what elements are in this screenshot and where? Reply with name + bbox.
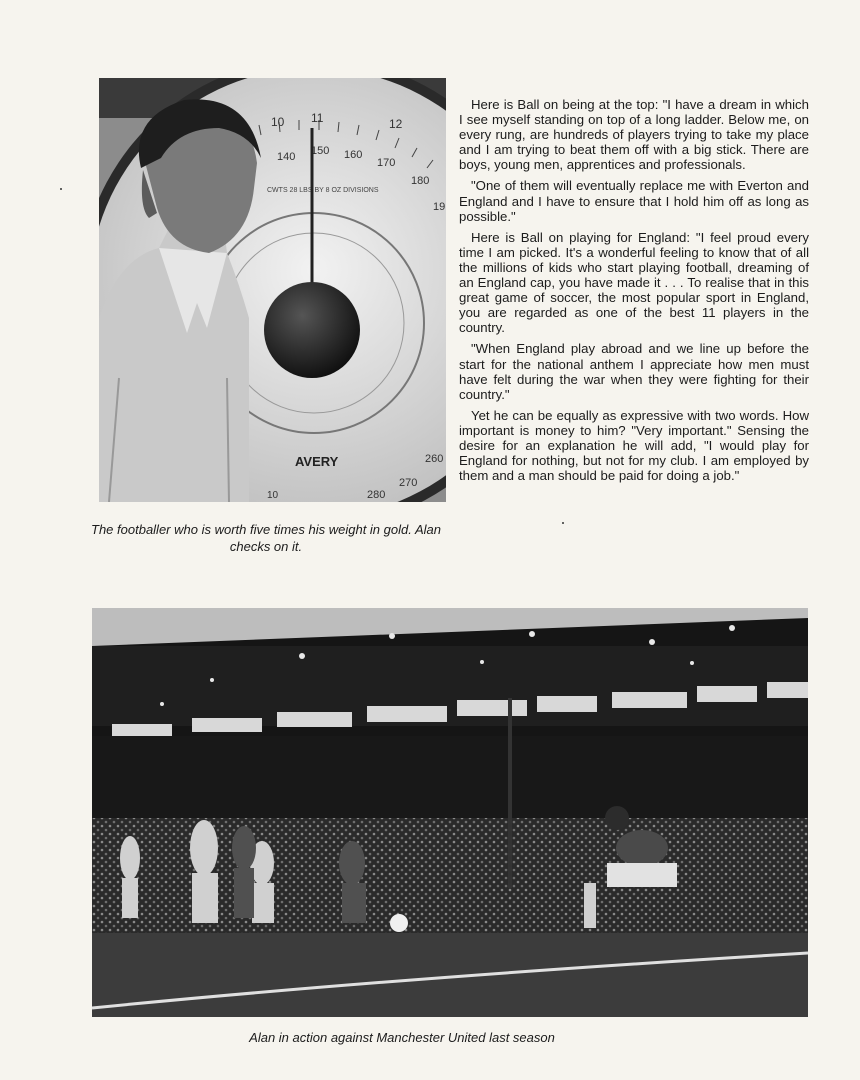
article-body <box>459 97 809 489</box>
print-speck <box>60 188 62 190</box>
dial-number: 260 <box>425 453 444 465</box>
dial-number: 150 <box>311 145 330 157</box>
scale-pendulum-bob <box>264 282 360 378</box>
dial-number: 12 <box>389 117 403 131</box>
top-photo-caption: The footballer who is worth five times his weight in gold. Alan checks on it. <box>91 522 441 554</box>
dial-number: 270 <box>399 477 418 489</box>
scale-note: CWTS 28 LBS BY 8 OZ DIVISIONS <box>267 187 379 194</box>
dial-number: 140 <box>277 151 296 163</box>
dial-number: 11 <box>311 111 324 125</box>
dial-number: 160 <box>344 149 363 161</box>
dial-number: 10 <box>271 115 285 129</box>
print-speck <box>562 522 564 524</box>
article-paragraph: Here is Ball on playing for England: "I feel proud every time I am picked. It's a wonderful feeling to know that of all the millions of kids who start playing football, dreaming of an England cap, you have made it . . . To realise that in this great game of soccer, the most popular sport in England, you are regarded as one of the best 11 players in the country. <box>459 229 809 336</box>
photo-scale-illustration <box>99 78 446 502</box>
photo-match-illustration <box>92 608 808 1017</box>
article-paragraph: Yet he can be equally as expressive with two words. How important is money to him? "Very important." Sensing the desire for an explanation he will add, "I would play for England for nothing, but not for my club. I am employed by them and a man should be paid for doing a job." <box>459 407 809 484</box>
dial-number: 170 <box>377 157 396 169</box>
avery-logo: AVERY <box>295 454 339 469</box>
dial-number: 180 <box>411 175 430 187</box>
article-paragraph: "One of them will eventually replace me with Everton and England and I have to ensure that I hold him off as long as possible." <box>459 178 809 224</box>
dial-number: 10 <box>267 490 279 501</box>
dial-number: 19 <box>433 201 446 213</box>
article-paragraph: "When England play abroad and we line up before the start for the national anthem I appreciate how men must have felt during the war when they were fighting for their country." <box>459 341 809 402</box>
dial-number: 280 <box>367 489 386 501</box>
article-paragraph: Here is Ball on being at the top: "I have a dream in which I see myself standing on top of a long ladder. Below me, on every rung, are hundreds of players trying to take my place and I am trying to beat them off with a big stick. There are boys, young men, apprentices and professionals. <box>459 97 809 173</box>
photo-match-action <box>92 608 808 1017</box>
photo-alan-ball-scale <box>99 78 446 502</box>
bottom-photo-caption: Alan in action against Manchester United last season <box>249 1030 555 1045</box>
